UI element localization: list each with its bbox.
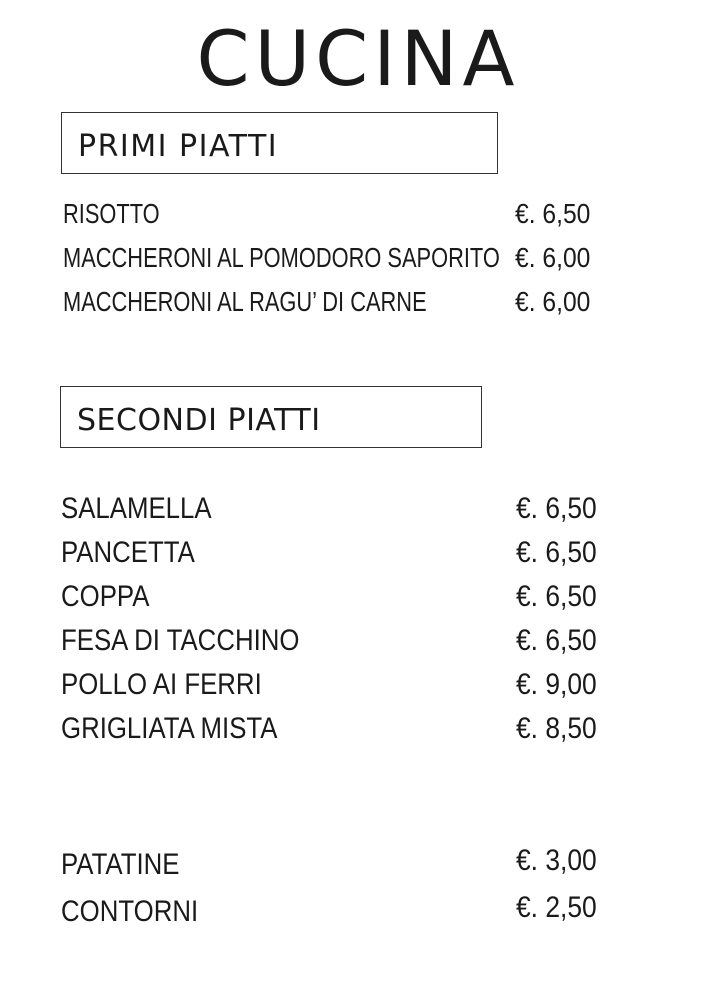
menu-item-price: €. 6,50 [516,580,597,613]
menu-item-name: RISOTTO [63,198,160,229]
menu-item [0,240,701,284]
menu-item-name: MACCHERONI AL RAGU’ DI CARNE [63,286,427,317]
section-heading-primi-piatti [61,112,498,174]
menu-item-name: MACCHERONI AL POMODORO SAPORITO [63,242,500,273]
menu-item [0,196,701,240]
section-heading-label: SECONDI PIATTI [77,403,321,438]
menu-item-price: €. 3,00 [516,844,597,877]
menu-item [0,890,701,937]
menu-list-secondi-piatti [0,491,701,755]
menu-item [0,667,701,711]
menu-item [0,711,701,755]
menu-item-name: SALAMELLA [61,492,212,525]
menu-item-price: €. 6,50 [515,198,591,229]
menu-item-name: FESA DI TACCHINO [61,624,300,657]
menu-item-name: GRIGLIATA MISTA [61,712,278,745]
menu-item-name: PATATINE [61,848,180,881]
menu-item-name: POLLO AI FERRI [61,668,262,701]
section-heading-label: PRIMI PIATTI [78,129,279,164]
menu-item-price: €. 6,50 [516,492,597,525]
menu-list-primi-piatti [0,196,701,328]
section-heading-secondi-piatti [60,386,482,448]
menu-item-price: €. 2,50 [516,891,597,924]
menu-item-price: €. 6,50 [516,536,597,569]
menu-item [0,535,701,579]
menu-item [0,843,701,890]
menu-item-name: COPPA [61,580,150,613]
menu-item [0,491,701,535]
menu-list-contorni [0,843,701,937]
menu-item-price: €. 6,00 [515,286,591,317]
menu-item [0,579,701,623]
menu-item-price: €. 9,00 [516,668,597,701]
page-title: CUCINA [196,14,520,103]
menu-item-name: PANCETTA [61,536,195,569]
menu-item-price: €. 6,00 [515,242,591,273]
menu-item [0,284,701,328]
menu-item-price: €. 8,50 [516,712,597,745]
menu-item-name: CONTORNI [61,895,199,928]
menu-item [0,623,701,667]
menu-item-price: €. 6,50 [516,624,597,657]
